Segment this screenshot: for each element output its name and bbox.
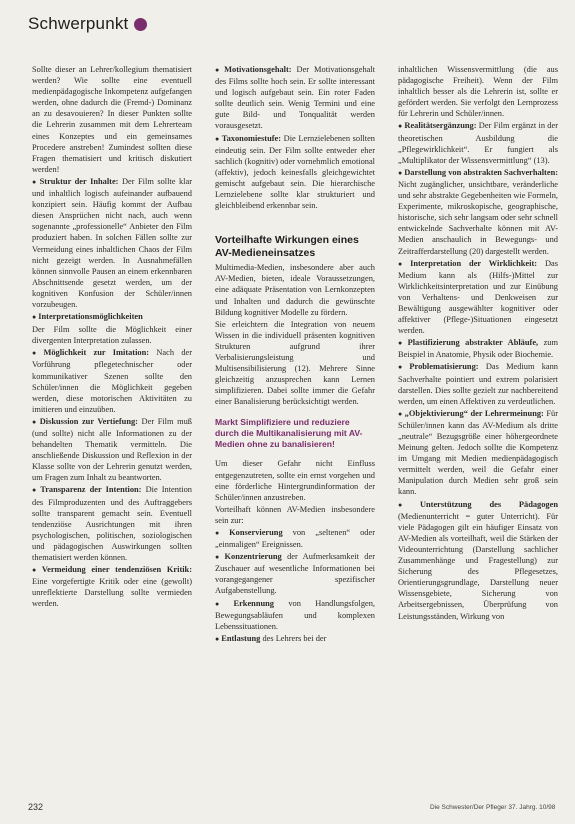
paragraph: Vorteilhaft können AV-Medien insbesondere sein zur: (215, 504, 375, 525)
section-dot-icon (134, 18, 147, 31)
bullet-text: Der Film sollte klar und inhaltlich logisch aufeinander aufbauend konzipiert sein. Häufig kommt der Aufbau diesen Ansprüchen nicht nach, auch wenn sogenannte „professionelle“ Anbieter den Film produziert haben. In solchen Fällen sollte zur Vermeidung eines inhaltlichen Chaos der Film nicht gezeigt werden. In Ausnahmefällen können sinnvolle Pausen an einem erkennbaren Abschnittsende gesetzt werden, um der kognitiven Konfusion der Schüler/innen vorzubeugen. (32, 176, 192, 309)
bullet-term: ● Diskussion zur Vertiefung: (32, 417, 138, 426)
bullet-paragraph (215, 64, 375, 132)
bullet-term: ● Problematisierung: (398, 362, 479, 371)
bullet-paragraph (398, 167, 558, 257)
bullet-text: Nach der Vorführung pflegetechnischer oder kommunikativer Szenen sollte den Schüler/innen die Möglichkeit gegeben werden, diese motorischen Aktivitäten zu imitieren und einzuüben. (32, 348, 192, 414)
bullet-text: Der Film muß (und sollte) nicht alle Informationen zu der behandelten Thematik vermitteln. Die anschließende Diskussion und Reflexion in der Klasse sollte von der Lehrerin genutzt werden, um Fragen zum Inhalt zu beantworten. (32, 416, 192, 483)
bullet-text: des Lehrers bei der (260, 633, 327, 643)
bullet-text: Der Film ergänzt in der theoretischen Ausbildung die „Pflegewirklichkeit“. Er fungiert als „Multiplikator der Wissensvermittlung“ (13). (398, 121, 558, 165)
bullet-paragraph (398, 499, 558, 622)
bullet-term: ● „Objektivierung“ der Lehrermeinung: (398, 409, 544, 418)
text-column-1 (32, 64, 192, 804)
bullet-term: ● Plastifizierung abstrakter Abläufe, (398, 338, 538, 347)
bullet-text: (Medienunterricht = guter Unterricht). Für viele Pädagogen gilt ein häufiger Einsatz von AV-Medien als vorteilhaft, weil die Stärken der Videounterrichtung (Darstellung sachlicher Zusammenhänge und Fragestellung) zur Sicherung des Pflegesetzes, Orientierungsgrundlage, Darstellung neuer Wissensgebiete, Sicherung von Arbeitsergebnissen, Überprüfung von Leistungsständen, Wirkung von (398, 511, 558, 621)
bullet-paragraph (32, 416, 192, 484)
bullet-paragraph (215, 133, 375, 212)
bullet-text: zum Beispiel in Anatomie, Physik oder Biochemie. (398, 338, 558, 360)
bullet-paragraph (398, 361, 558, 406)
page-number: 232 (28, 802, 44, 812)
bullet-text: Nicht zugänglicher, unsichtbare, veränderliche und sehr abstrakte Gegebenheiten wie Formeln, Experimente, mikroskopische, geographische, historische, sich sehr langsam oder sehr schnell entwickelnde Sachverhalte können mit AV-Medien anschaulich in Bewegungs- und Zeitrafferdarstellung (20) dargestellt werden. (398, 179, 558, 256)
bullet-term: ● Transparenz der Intention: (32, 485, 141, 494)
journal-reference: Die Schwester/Der Pfleger 37. Jahrg. 10/98 (430, 804, 556, 811)
paragraph: Um dieser Gefahr nicht Einfluss entgegenzutreten, sollte ein ernst vorgehen und eine förderliche Hintergrundinformation der Schüler/innen anzustreben. (215, 459, 375, 502)
bullet-term: ● Konservierung (215, 528, 283, 537)
bullet-paragraph (32, 311, 192, 323)
bullet-paragraph (398, 408, 558, 498)
bullet-term: ● Interpretationsmöglichkeiten (32, 312, 143, 321)
bullet-paragraph (215, 598, 375, 632)
bullet-term: ● Taxonomiestufe: (215, 134, 281, 143)
bullet-text: von Handlungsfolgen, Bewegungsabläufen und komplexen Lebenssituationen. (215, 598, 375, 631)
bullet-text: Das Medium kann Sachverhalte pointiert und extrem polarisiert darstellen. Dies sollte gezielt zur nachbereitend werden, um einen Affektiven zu verdeutlichen. (398, 362, 558, 406)
bullet-term: ● Erkennung (215, 599, 274, 608)
section-heading: Vorteilhafte Wirkungen eines AV-Medieneinsatzes (215, 234, 359, 259)
paragraph: Sollte dieser an Lehrer/kollegium thematisiert werden? Wie sollte eine eventuell medienpädagogische Inkompetenz aufgefangen werden, ohne dadurch die (Fremd-) Dominanz an zu desavouieren? In dieser Punkten sollte die Lehrerin zusammen mit dem Lehrerteam eines Konzeptes und ein gemeinsames Procedere anstreben! Zumindest sollten diese Fragen thematisiert und kritisch diskutiert werden! (32, 65, 192, 174)
highlight-heading: Markt Simplifiziere und reduziere durch die Multikanalisierung mit AV-Medien ohne zu banalisieren! (215, 417, 363, 450)
bullet-paragraph (398, 258, 558, 337)
bullet-term: ● Interpretation der Wirklichkeit: (398, 259, 537, 268)
bullet-term: ● Konzentrierung (215, 552, 282, 561)
bullet-paragraph (215, 527, 375, 550)
bullet-text: Die Intention des Filmproduzenten und des Auftraggebers sollte transparent gemacht sein. Eventuell tendenziöse Ausrichtungen mit ihren psychologischen, politischen, soziologischen und pädagogischen Auswirkungen sollten thematisiert werden können. (32, 485, 192, 563)
bullet-term: ● Unterstützung des Pädagogen (398, 500, 558, 509)
bullet-text: Die Lernzielebenen sollten eindeutig sein. Der Film sollte entweder eher sachlich (kognitiv) oder vornehmlich emotional (affektiv), jedoch keinesfalls gleichgewichtet gemischt aufgebaut sein. Die hierarchische Lernzielebene sollte klar strukturiert und gleichbleibend erkennbar sein. (215, 133, 375, 211)
paragraph: Der Film sollte die Möglichkeit einer divergenten Interpretation zulassen. (32, 325, 192, 346)
paragraph: Multimedia-Medien, insbesondere aber auch AV-Medien, bieten, ideale Voraussetzungen, eine adäquate Präsentation von Lernkonzepten und Inhalten und dadurch die gewünschte Bildung kognitiver Modelle zu fördern. (215, 263, 375, 317)
bullet-text: Für Schüler/innen kann das AV-Medium als dritte „neutrale“ Bezugsgröße einer höhergeordnete Meinung gelten. Jedoch sollte die Kompetenz im Umgang mit Medien medienpädagogisch vermittelt werden, weil die Gefahr einer Manipulation durch Medien sehr groß sein kann. (398, 408, 558, 497)
bullet-term: ● Darstellung von abstrakten Sachverhalten: (398, 168, 558, 177)
paragraph: inhaltlichen Wissensvermittlung (die aus pädagogische Freiheit). Wenn der Film inhaltlich besser als die Lehrerin ist, sollte er gefördert werden. Sie verfolgt den Lernprozess für Lehrerin und Schüler/innen. (398, 65, 558, 119)
bullet-term: ● Realitätsergänzung: (398, 121, 477, 130)
bullet-paragraph (32, 484, 192, 563)
spacer (215, 212, 375, 228)
bullet-term: ● Motivationsgehalt: (215, 65, 292, 74)
bullet-term: ● Entlastung (215, 634, 260, 643)
bullet-term: ● Struktur der Inhalte: (32, 177, 118, 186)
section-header (28, 14, 147, 34)
bullet-text: Das Medium kann als (Hilfs-)Mittel zur Wirklichkeitsinterpretation und zur Einübung von Verhaltens- und Denkweisen zur Bewältigung ausgewählter kognitiver oder affektiver (Pflege-)Situationen eingesetzt werden. (398, 258, 558, 336)
bullet-paragraph (215, 551, 375, 596)
paragraph: Sie erleichtern die Integration von neuem Wissen in die individuell präsenten kognitiven Strukturen aufgrund ihrer Verbalisierungsleistung und Multisensibilisierung (12). Mehrere Sinne gleichzeitig anzusprechen kann Lernen simplifizieren. Dabei sollte immer die Gefahr einer Banalisierung berücksichtigt werden. (215, 319, 375, 407)
text-column-2 (215, 64, 375, 804)
text-column-3 (398, 64, 558, 804)
bullet-paragraph (398, 120, 558, 165)
bullet-paragraph (32, 564, 192, 609)
bullet-text: Der Motivationsgehalt des Films sollte hoch sein. Er sollte interessant und logisch aufgebaut sein. Ein roter Faden sollte deutlich sein. Wenig Termini und eine gute Bild- und Tonqualität werden vorausgesetzt. (215, 65, 375, 131)
bullet-term: ● Vermeidung einer tendenziösen Kritik: (32, 565, 192, 574)
bullet-text: der Aufmerksamkeit der Zuschauer auf wesentliche Informationen bei vorangegangener spezifischer Aufgabenstellung. (215, 552, 375, 596)
section-title: Schwerpunkt (28, 14, 129, 33)
bullet-text: Eine vorgefertigte Kritik oder eine (gewollt) unreflektierte Darstellung sollte vermieden werden. (32, 577, 192, 609)
bullet-paragraph (215, 633, 375, 645)
bullet-paragraph (32, 347, 192, 415)
bullet-paragraph (32, 176, 192, 310)
bullet-term: ● Möglichkeit zur Imitation: (32, 348, 149, 357)
bullet-paragraph (398, 337, 558, 360)
bullet-text: von „seltenen“ oder „einmaligen“ Ereignissen. (215, 528, 375, 550)
